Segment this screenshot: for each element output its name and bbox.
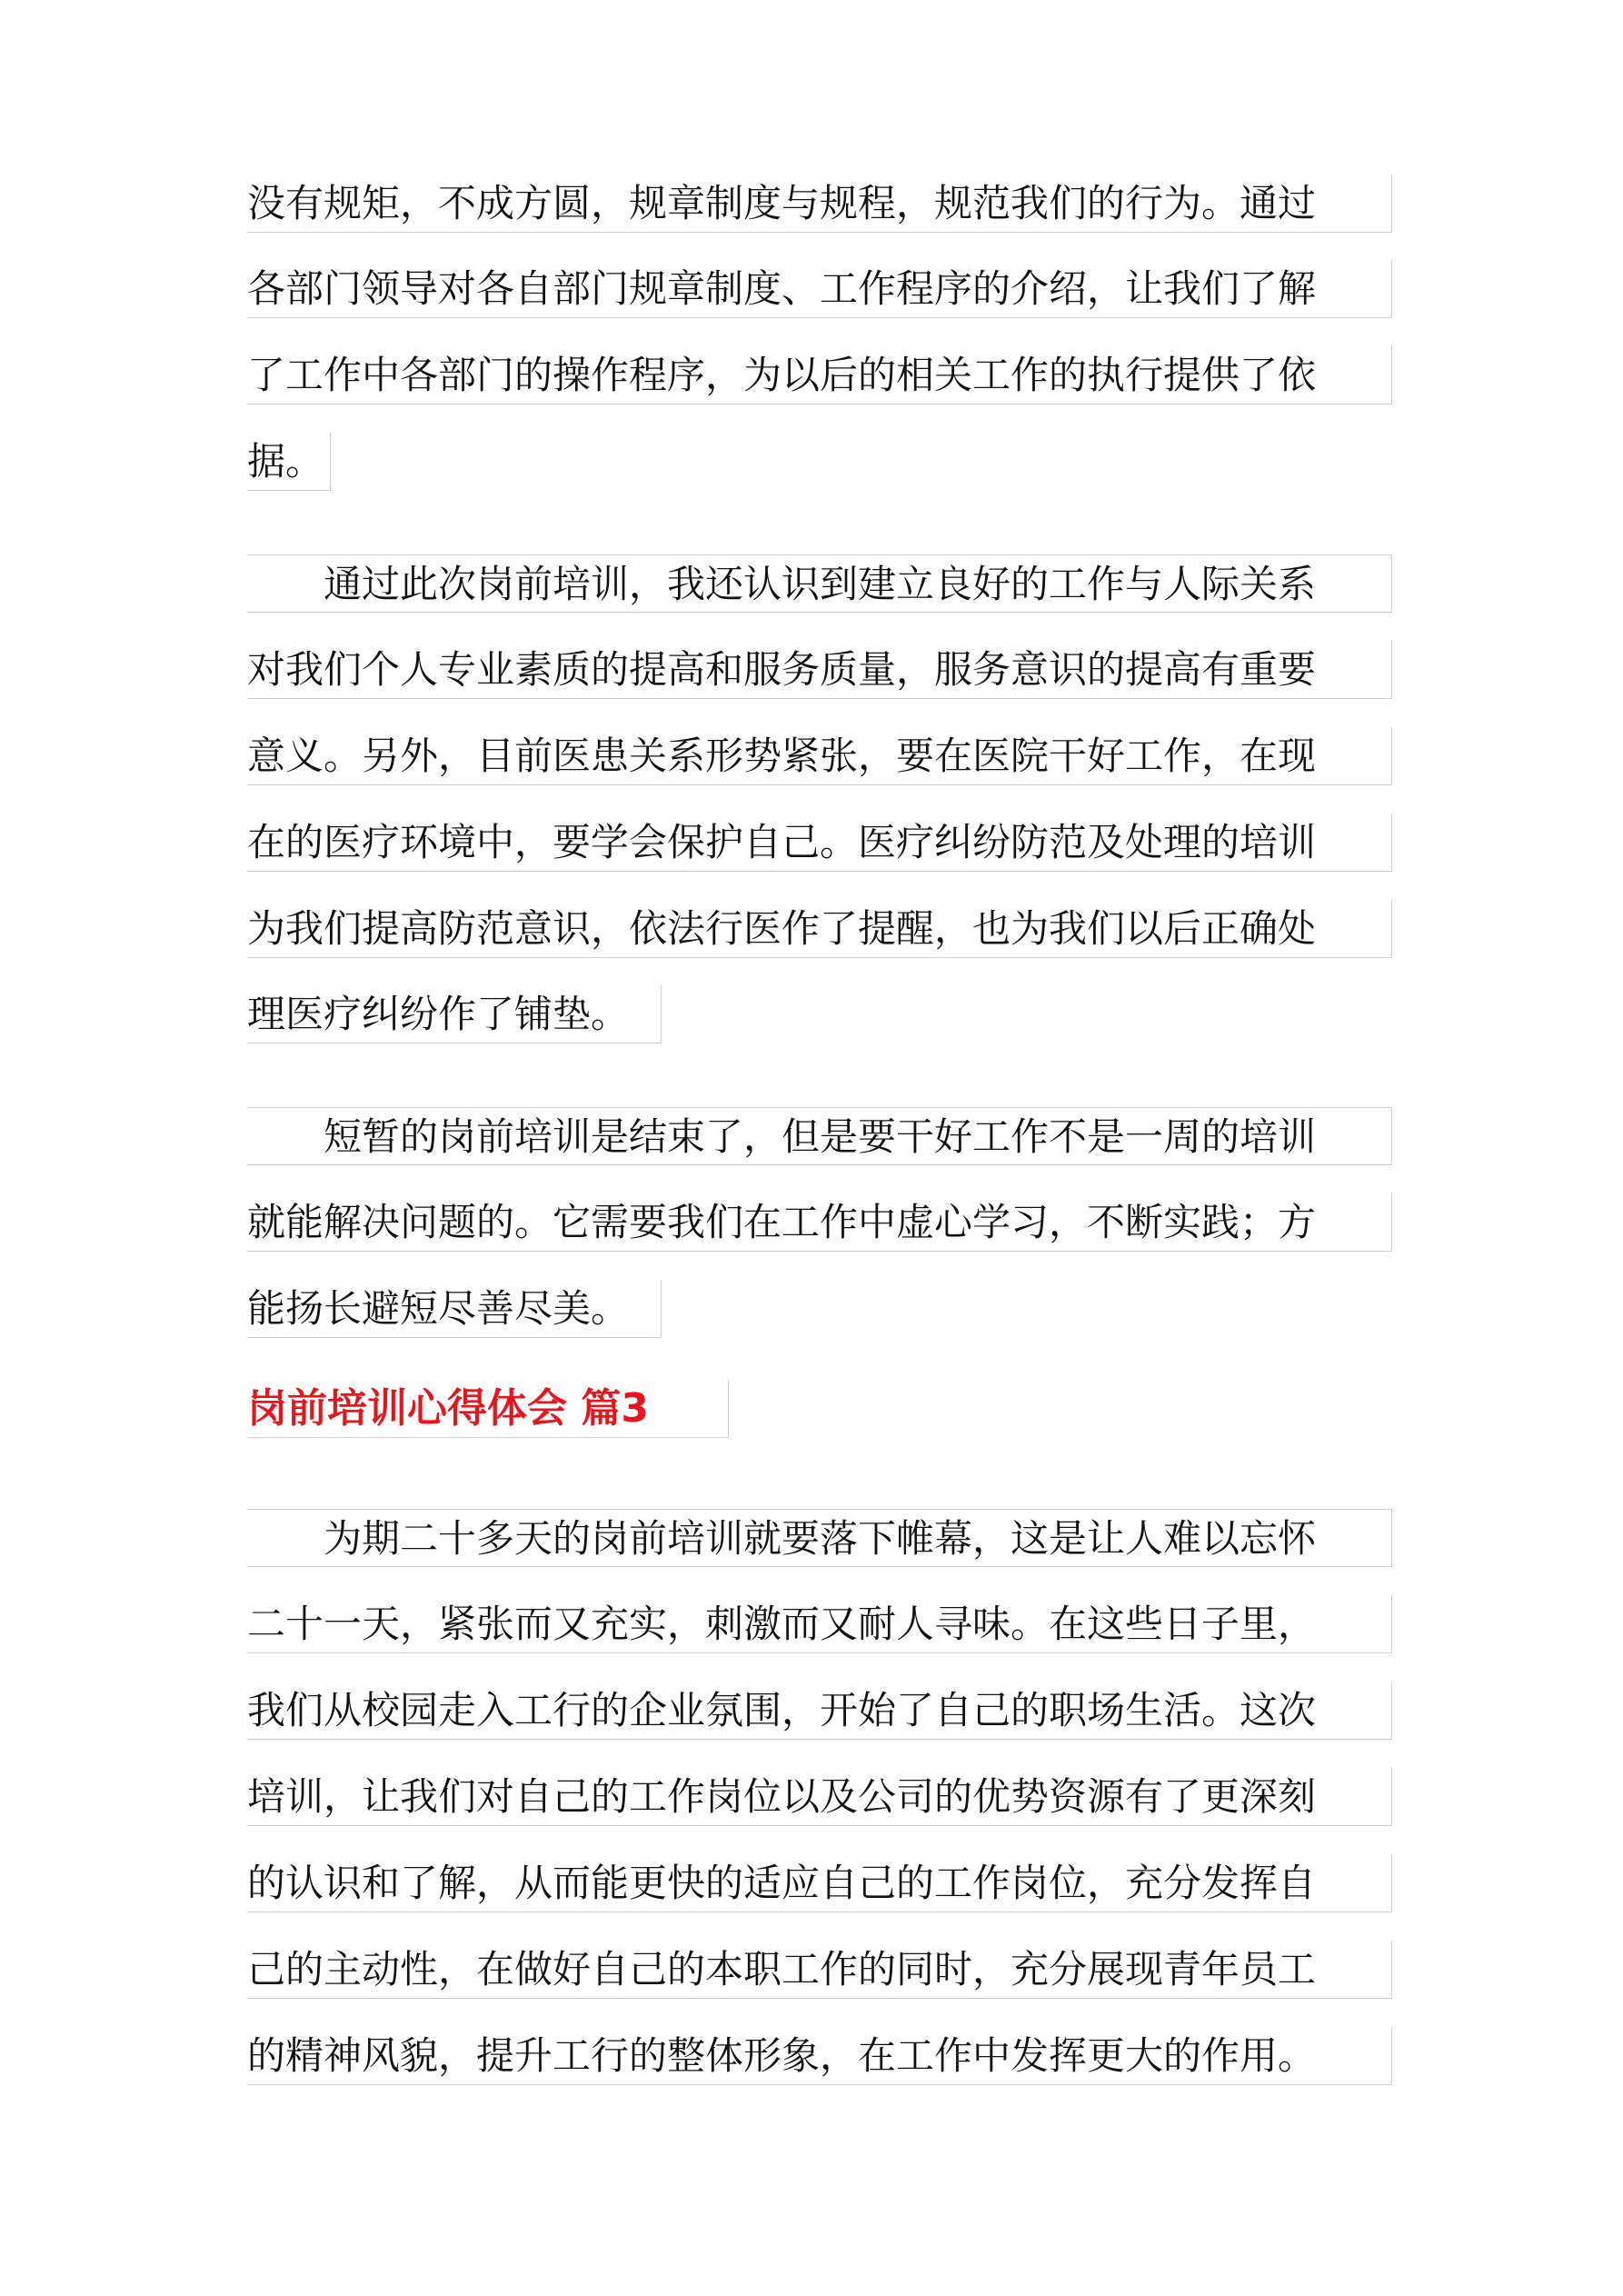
paragraph-2-line-2: 对我们个人专业素质的提高和服务质量，服务意识的提高有重要	[247, 641, 1392, 699]
paragraph-4-line-7: 的精神风貌，提升工行的整体形象，在工作中发挥更大的作用。	[247, 2027, 1392, 2085]
paragraph-1-line-1: 没有规矩，不成方圆，规章制度与规程，规范我们的行为。通过	[247, 175, 1392, 233]
paragraph-4-line-2: 二十一天，紧张而又充实，刺激而又耐人寻味。在这些日子里，	[247, 1595, 1392, 1653]
paragraph-4-line-5: 的认识和了解，从而能更快的适应自己的工作岗位，充分发挥自	[247, 1854, 1392, 1912]
paragraph-1-line-4: 据。	[247, 433, 331, 491]
paragraph-4-line-1: 为期二十多天的岗前培训就要落下帷幕，这是让人难以忘怀	[247, 1509, 1392, 1567]
paragraph-4-line-3: 我们从校园走入工行的企业氛围，开始了自己的职场生活。这次	[247, 1682, 1392, 1740]
paragraph-3-line-1: 短暂的岗前培训是结束了，但是要干好工作不是一周的培训	[247, 1107, 1392, 1165]
paragraph-3-line-2: 就能解决问题的。它需要我们在工作中虚心学习，不断实践；方	[247, 1193, 1392, 1252]
paragraph-1-line-2: 各部门领导对各自部门规章制度、工作程序的介绍，让我们了解	[247, 260, 1392, 318]
paragraph-1-line-3: 了工作中各部门的操作程序，为以后的相关工作的执行提供了依	[247, 346, 1392, 404]
paragraph-2-line-1: 通过此次岗前培训，我还认识到建立良好的工作与人际关系	[247, 554, 1392, 613]
paragraph-3-line-3: 能扬长避短尽善尽美。	[247, 1280, 662, 1338]
paragraph-4-line-4: 培训，让我们对自己的工作岗位以及公司的优势资源有了更深刻	[247, 1768, 1392, 1826]
paragraph-4-line-6: 己的主动性，在做好自己的本职工作的同时，充分展现青年员工	[247, 1941, 1392, 1999]
paragraph-2-line-4: 在的医疗环境中，要学会保护自己。医疗纠纷防范及处理的培训	[247, 814, 1392, 872]
paragraph-2-line-3: 意义。另外，目前医患关系形势紧张，要在医院干好工作，在现	[247, 727, 1392, 785]
paragraph-2-line-5: 为我们提高防范意识，依法行医作了提醒，也为我们以后正确处	[247, 900, 1392, 958]
section-heading: 岗前培训心得体会 篇3	[247, 1380, 729, 1438]
paragraph-2-line-6: 理医疗纠纷作了铺垫。	[247, 985, 662, 1043]
